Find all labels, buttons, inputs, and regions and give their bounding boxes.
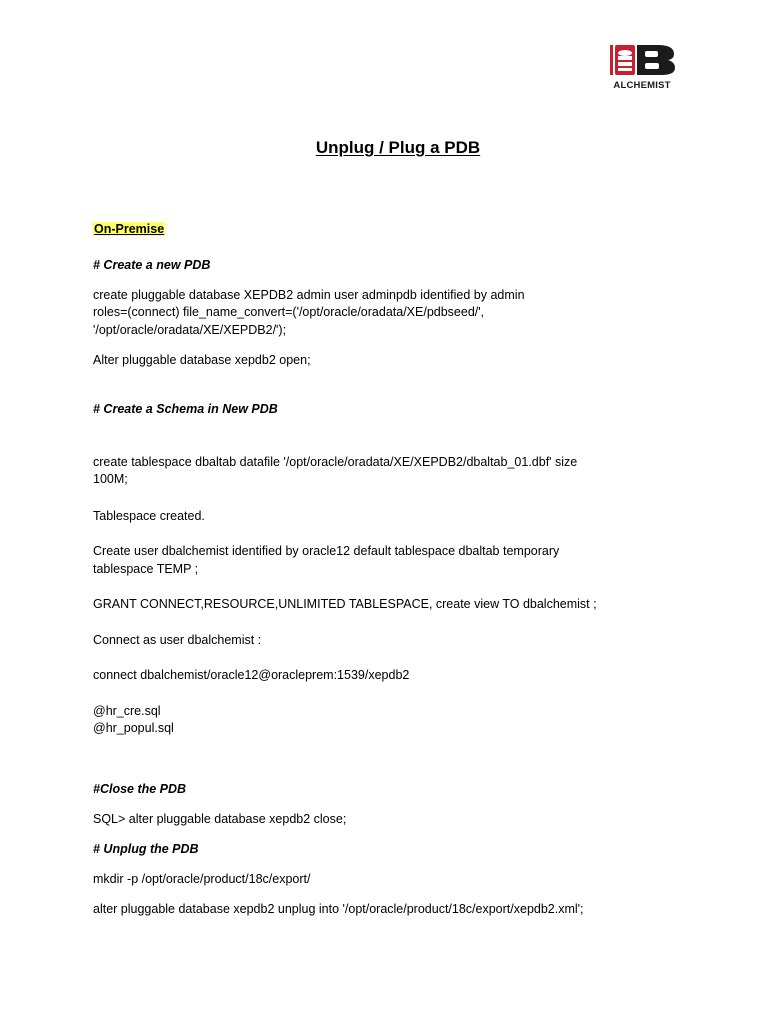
connect-command-line: connect dbalchemist/oracle12@oracleprem:1539/xepdb2: [93, 668, 410, 682]
mkdir-line: mkdir -p /opt/oracle/product/18c/export/: [93, 872, 311, 886]
tablespace-created-line: Tablespace created.: [93, 509, 205, 523]
create-user-line-2: tablespace TEMP ;: [93, 562, 199, 576]
section-label: [93, 221, 165, 238]
open-pdb-line: Alter pluggable database xepdb2 open;: [93, 353, 311, 367]
hr-cre-line: @hr_cre.sql: [93, 704, 161, 718]
create-pdb-line-3: '/opt/oracle/oradata/XE/XEPDB2/');: [93, 323, 287, 337]
db-alchemist-logo: [606, 42, 678, 92]
tablespace-line-2: 100M;: [93, 472, 128, 486]
unplug-command-line: alter pluggable database xepdb2 unplug into '/opt/oracle/product/18c/export/xepdb2.xml';: [93, 902, 584, 916]
tablespace-line-1: create tablespace dbaltab datafile '/opt/oracle/oradata/XE/XEPDB2/dbaltab_01.dbf' size: [93, 455, 578, 469]
grant-line: GRANT CONNECT,RESOURCE,UNLIMITED TABLESPACE, create view TO dbalchemist ;: [93, 597, 597, 611]
close-pdb-line: SQL> alter pluggable database xepdb2 close;: [93, 812, 347, 826]
heading-unplug-pdb: # Unplug the PDB: [93, 842, 199, 856]
logo-caption: ALCHEMIST: [613, 80, 671, 91]
create-pdb-line-1: create pluggable database XEPDB2 admin user adminpdb identified by admin: [93, 288, 525, 302]
heading-create-schema: # Create a Schema in New PDB: [93, 402, 278, 416]
heading-close-pdb: #Close the PDB: [93, 782, 187, 796]
heading-create-pdb: # Create a new PDB: [93, 258, 211, 272]
create-pdb-line-2: roles=(connect) file_name_convert=('/opt/oracle/oradata/XE/pdbseed/',: [93, 305, 485, 319]
hr-popul-line: @hr_popul.sql: [93, 721, 174, 735]
db-logo-icon: [606, 42, 678, 80]
create-user-line-1: Create user dbalchemist identified by oracle12 default tablespace dbaltab temporary: [93, 544, 560, 558]
section-highlight: On-Premise: [94, 222, 165, 236]
document-title: Unplug / Plug a PDB: [315, 138, 481, 157]
connect-as-line: Connect as user dbalchemist :: [93, 633, 262, 647]
